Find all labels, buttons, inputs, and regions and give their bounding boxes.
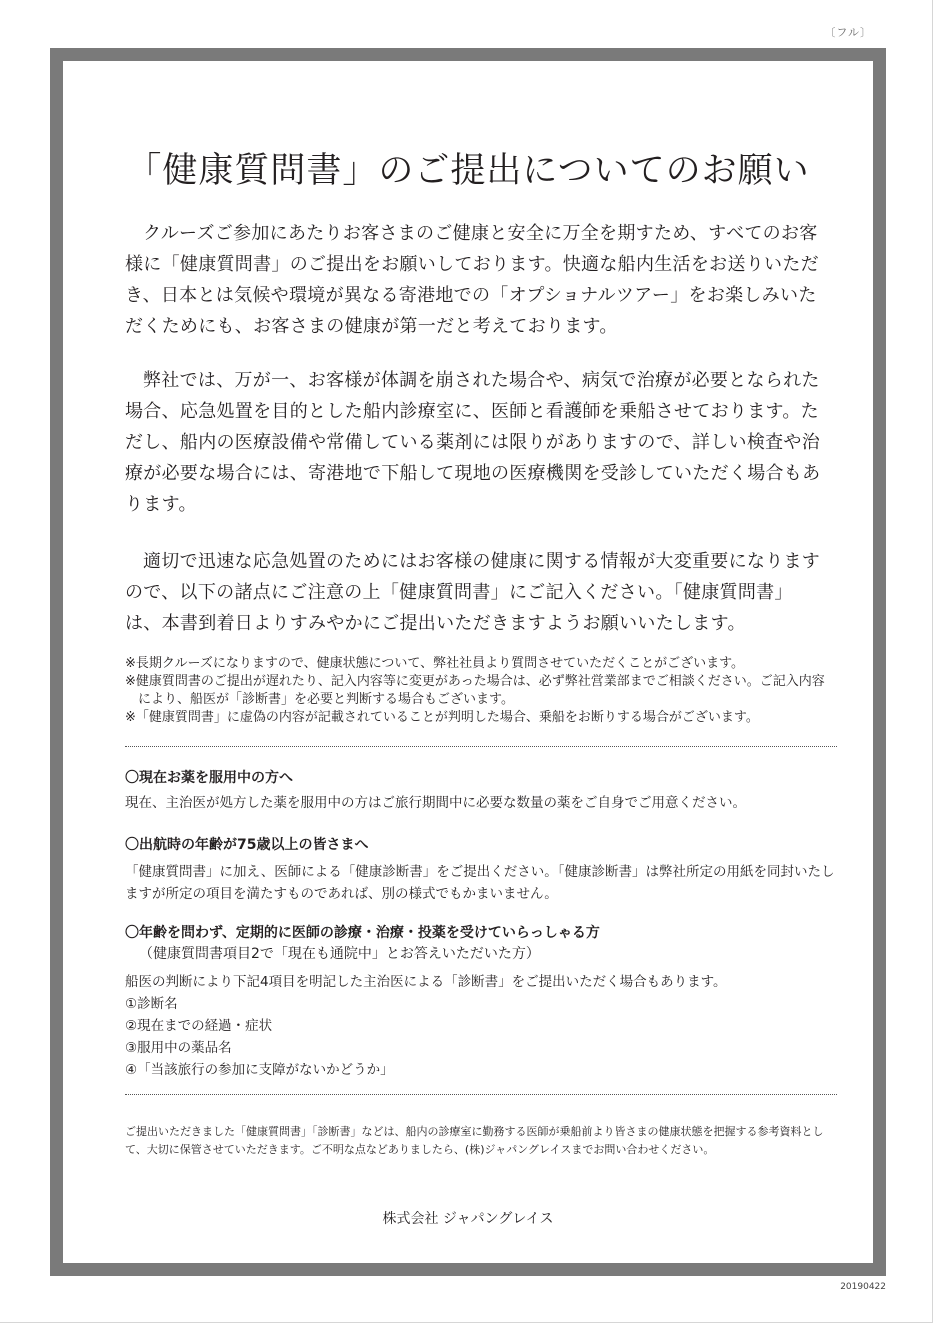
document-frame [50, 48, 886, 1276]
company-name: 株式会社 ジャパングレイス [382, 1211, 554, 1227]
diagnosis-items-list [125, 993, 394, 1081]
edition-tag: 〔フル〕 [824, 26, 872, 39]
section-body-age-75: 「健康質問書」に加え、医師による「健康診断書」をご提出ください。「健康診断書」は弊社所定の用紙を同封いたしますが所定の項目を満たすものであれば、別の様式でもかまいません。 [125, 864, 835, 902]
list-item: ④「当該旅行の参加に支障がないかどうか」 [125, 1062, 394, 1078]
dotted-divider [125, 1094, 837, 1095]
document-id: 20190422 [840, 1282, 886, 1292]
section-body-regular-treatment: 船医の判断により下記4項目を明記した主治医による「診断書」をご提出いただく場合もあります。 [125, 974, 727, 990]
list-item: ②現在までの経過・症状 [125, 1018, 273, 1034]
note-item: ※健康質問書のご提出が遅れたり、記入内容等に変更があった場合は、必ず弊社営業部までご相談ください。ご記入内容により、船医が「診断書」を必要と判断する場合もございます。 [125, 674, 825, 707]
section-subheading-regular-treatment: （健康質問書項目2で「現在も通院中」とお答えいただいた方） [139, 946, 540, 962]
list-item: ③服用中の薬品名 [125, 1040, 232, 1056]
section-body-medication: 現在、主治医が処方した薬を服用中の方はご旅行期間中に必要な数量の薬をご自身でご用意ください。 [125, 795, 746, 811]
section-heading-regular-treatment: 〇年齢を問わず、定期的に医師の診療・治療・投薬を受けていらっしゃる方 [125, 925, 600, 941]
document-title: 「健康質問書」のご提出についてのお願い [126, 151, 810, 191]
intro-paragraph: クルーズご参加にあたりお客さまのご健康と安全に万全を期すため、すべてのお客様に「健康質問書」のご提出をお願いしております。快適な船内生活をお送りいただき、日本とは気候や環境が異なる寄港地での「オプショナルツアー」をお楽しみいただくためにも、お客さまの健康が第一だと考えております。 [125, 223, 819, 337]
submission-request-paragraph: 適切で迅速な応急処置のためにはお客様の健康に関する情報が大変重要になりますので、以下の諸点にご注意の上「健康質問書」にご記入ください。「健康質問書」は、本書到着日よりすみやかにご提出いただきますようお願いいたします。 [125, 551, 821, 634]
notes-list [125, 655, 829, 727]
note-item: ※長期クルーズになりますので、健康状態について、弊社社員より質問させていただくことがございます。 [125, 656, 745, 671]
footnote: ご提出いただきました「健康質問書」「診断書」などは、船内の診療室に勤務する医師が乗船前より皆さまの健康状態を把握する参考資料として、大切に保管させていただきます。ご不明な点などありましたら、(株)ジャパングレイスまでお問い合わせください。 [125, 1125, 824, 1156]
medical-facilities-paragraph: 弊社では、万が一、お客様が体調を崩された場合や、病気で治療が必要となられた場合、応急処置を目的とした船内診療室に、医師と看護師を乗船させております。ただし、船内の医療設備や常備している薬剤には限りがありますので、詳しい検査や治療が必要な場合には、寄港地で下船して現地の医療機関を受診していただく場合もあります。 [125, 370, 821, 515]
dotted-divider [125, 746, 837, 747]
note-item: ※「健康質問書」に虚偽の内容が記載されていることが判明した場合、乗船をお断りする場合がございます。 [125, 710, 759, 725]
section-heading-age-75: 〇出航時の年齢が75歳以上の皆さまへ [125, 837, 369, 853]
section-heading-medication: 〇現在お薬を服用中の方へ [125, 770, 293, 786]
list-item: ①診断名 [125, 996, 178, 1012]
